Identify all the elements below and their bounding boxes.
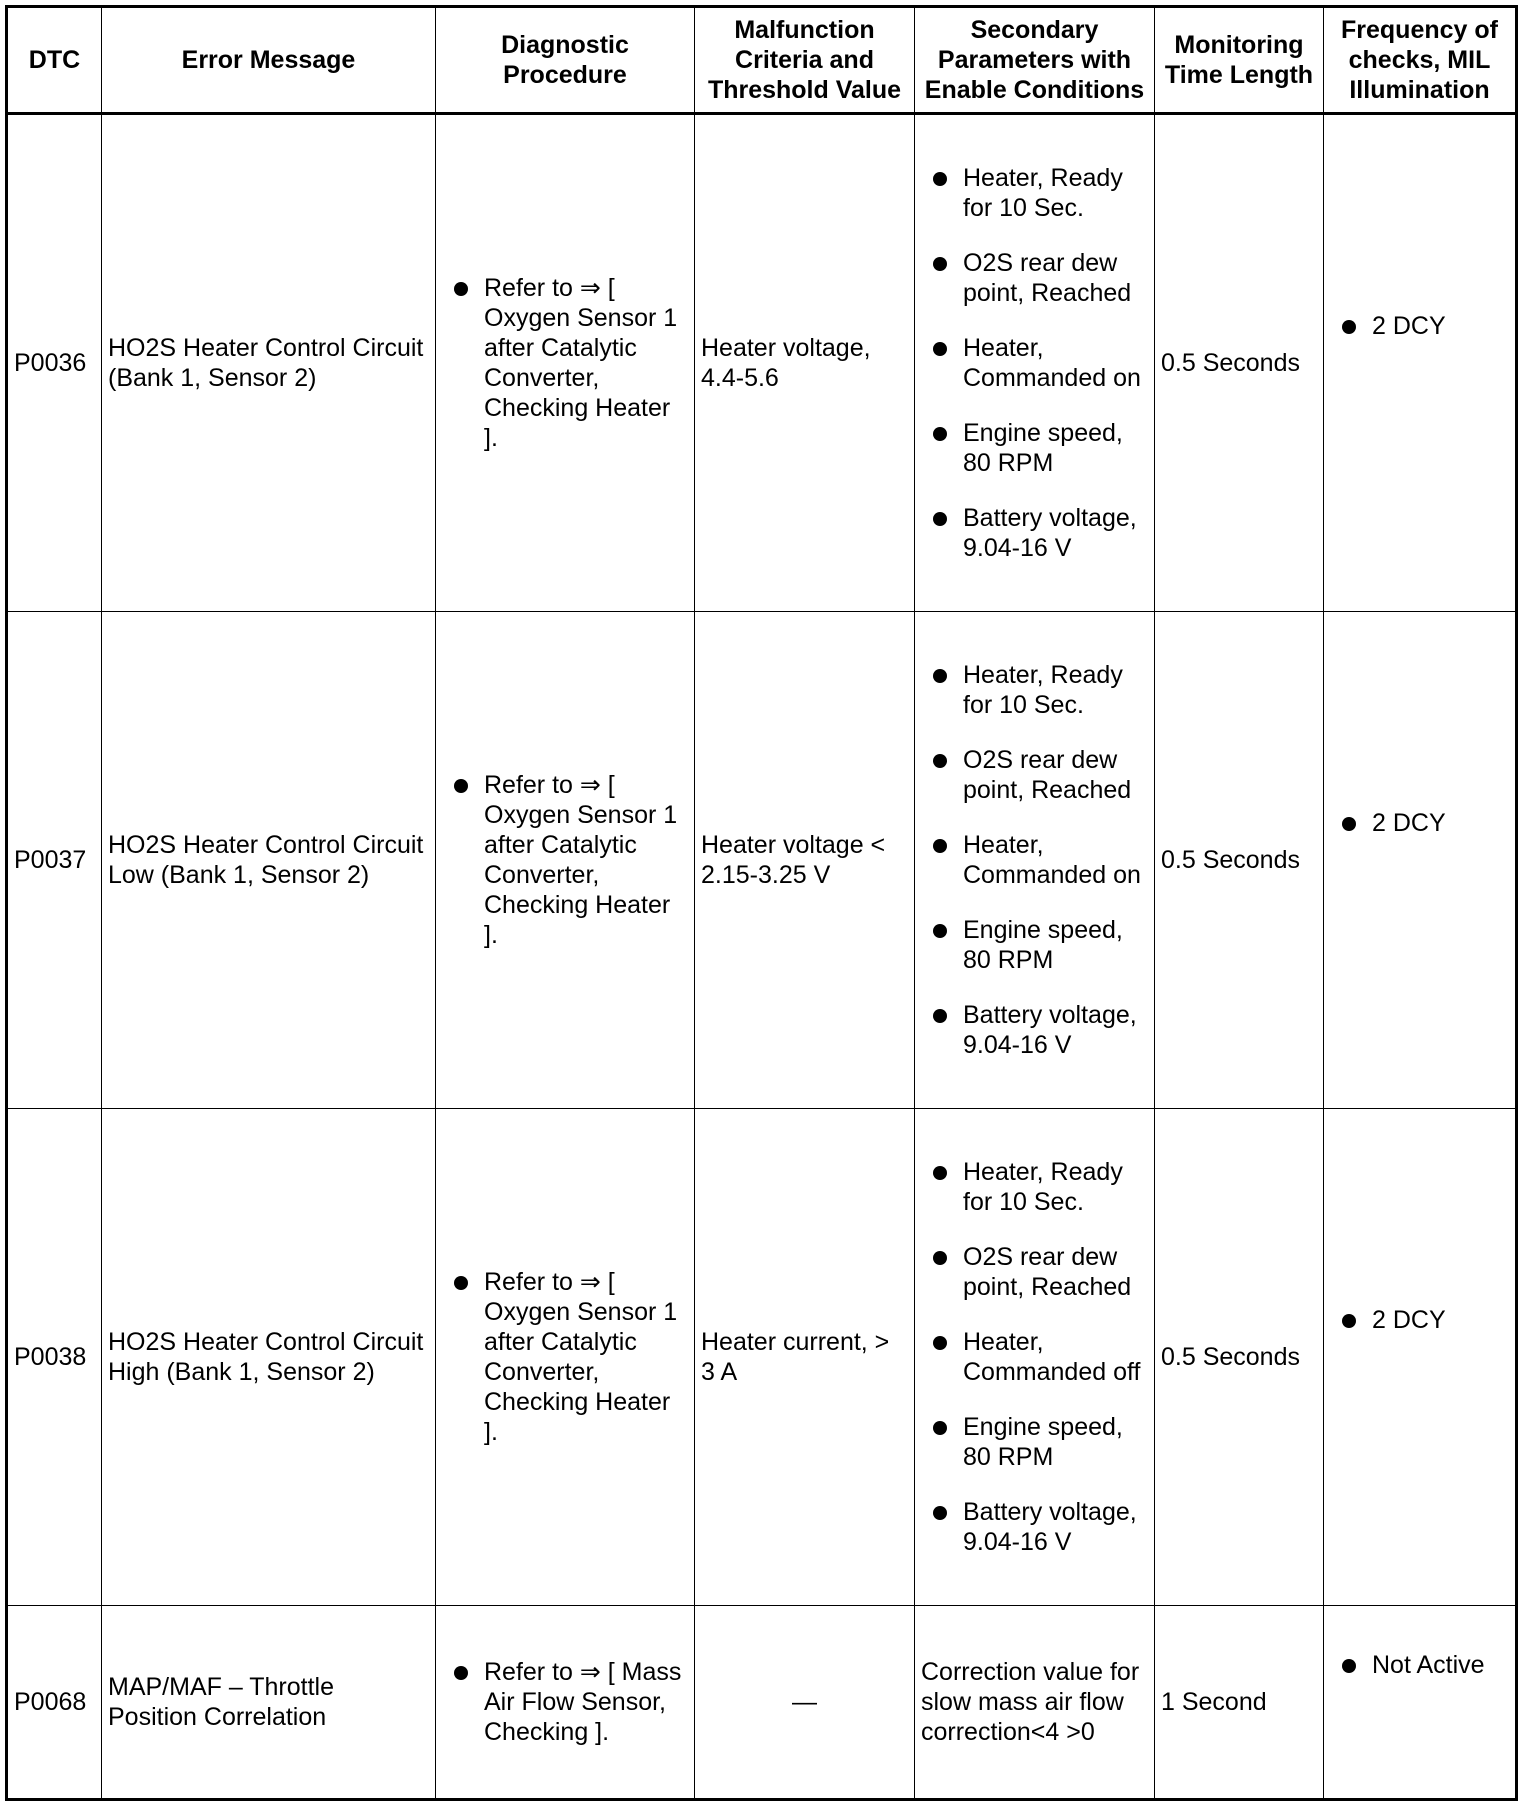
diagnostic-procedure [436, 612, 695, 1109]
frequency-text: Not Active [1372, 1651, 1485, 1679]
list-item [1330, 1305, 1509, 1335]
monitoring-time: 0.5 Seconds [1155, 612, 1324, 1109]
bullet-icon [454, 1276, 468, 1290]
error-message: HO2S Heater Control Circuit (Bank 1, Sensor 2) [102, 114, 436, 612]
diagnostic-procedure [436, 1109, 695, 1606]
dtc-code: P0068 [7, 1606, 102, 1800]
error-message: HO2S Heater Control Circuit High (Bank 1, Sensor 2) [102, 1109, 436, 1606]
error-message: MAP/MAF – Throttle Position Correlation [102, 1606, 436, 1800]
procedure-text: Refer to ⇒ [ Oxygen Sensor 1 after Catalytic Converter, Checking Heater ]. [484, 274, 678, 452]
parameter-text: Heater, Ready for 10 Sec. [963, 1158, 1123, 1216]
parameter-text: Engine speed, 80 RPM [963, 1413, 1123, 1471]
parameter-text: O2S rear dew point, Reached [963, 249, 1132, 307]
diagnostic-procedure [436, 114, 695, 612]
header-monitoring-time: Monitoring Time Length [1155, 7, 1324, 114]
list-item [921, 418, 1148, 478]
list-item [921, 163, 1148, 223]
secondary-parameters: Correction value for slow mass air flow correction<4 >0 [915, 1606, 1155, 1800]
list-item [1330, 808, 1509, 838]
list-item [921, 333, 1148, 393]
table-row [7, 1606, 1517, 1800]
list-item [442, 1267, 688, 1447]
malfunction-criteria: Heater current, > 3 A [695, 1109, 915, 1606]
list-item [921, 1157, 1148, 1217]
table-row [7, 612, 1517, 1109]
table-row [7, 114, 1517, 612]
list-item [921, 1000, 1148, 1060]
dtc-table [5, 5, 1518, 1801]
header-dtc: DTC [7, 7, 102, 114]
list-item [921, 248, 1148, 308]
header-frequency: Frequency of checks, MIL Illumination [1324, 7, 1517, 114]
list-item [921, 1497, 1148, 1557]
parameter-text: Heater, Ready for 10 Sec. [963, 661, 1123, 719]
monitoring-time: 0.5 Seconds [1155, 114, 1324, 612]
parameter-text: Heater, Commanded on [963, 334, 1141, 392]
list-item [442, 1657, 688, 1747]
parameter-text: Battery voltage, 9.04-16 V [963, 504, 1137, 562]
parameter-text: Heater, Commanded on [963, 831, 1141, 889]
secondary-parameters [915, 1109, 1155, 1606]
dtc-code: P0037 [7, 612, 102, 1109]
bullet-icon [933, 669, 947, 683]
list-item [442, 770, 688, 950]
page [5, 5, 1518, 1801]
bullet-icon [933, 172, 947, 186]
list-item [921, 1412, 1148, 1472]
header-error-message: Error Message [102, 7, 436, 114]
list-item [921, 830, 1148, 890]
list-item [921, 660, 1148, 720]
secondary-parameters [915, 114, 1155, 612]
frequency-text: 2 DCY [1372, 1306, 1446, 1334]
bullet-icon [1342, 817, 1356, 831]
procedure-text: Refer to ⇒ [ Mass Air Flow Sensor, Checking ]. [484, 1658, 682, 1746]
list-item [921, 745, 1148, 805]
frequency [1324, 612, 1517, 1109]
bullet-icon [933, 257, 947, 271]
header-malfunction-criteria: Malfunction Criteria and Threshold Value [695, 7, 915, 114]
header-row [7, 7, 1517, 114]
procedure-text: Refer to ⇒ [ Oxygen Sensor 1 after Catalytic Converter, Checking Heater ]. [484, 1268, 678, 1446]
monitoring-time: 1 Second [1155, 1606, 1324, 1800]
error-message: HO2S Heater Control Circuit Low (Bank 1, Sensor 2) [102, 612, 436, 1109]
bullet-icon [1342, 320, 1356, 334]
bullet-icon [933, 1009, 947, 1023]
parameter-text: O2S rear dew point, Reached [963, 746, 1132, 804]
list-item [921, 1327, 1148, 1387]
bullet-icon [933, 1336, 947, 1350]
bullet-icon [933, 1421, 947, 1435]
frequency [1324, 1109, 1517, 1606]
frequency [1324, 1606, 1517, 1800]
procedure-text: Refer to ⇒ [ Oxygen Sensor 1 after Catalytic Converter, Checking Heater ]. [484, 771, 678, 949]
list-item [921, 503, 1148, 563]
bullet-icon [454, 779, 468, 793]
monitoring-time: 0.5 Seconds [1155, 1109, 1324, 1606]
table-row [7, 1109, 1517, 1606]
parameter-text: Engine speed, 80 RPM [963, 916, 1123, 974]
bullet-icon [933, 1251, 947, 1265]
frequency-text: 2 DCY [1372, 312, 1446, 340]
secondary-parameters [915, 612, 1155, 1109]
bullet-icon [454, 282, 468, 296]
frequency [1324, 114, 1517, 612]
malfunction-criteria: — [695, 1606, 915, 1800]
dtc-code: P0038 [7, 1109, 102, 1606]
bullet-icon [933, 1506, 947, 1520]
parameter-text: Heater, Ready for 10 Sec. [963, 164, 1123, 222]
bullet-icon [933, 924, 947, 938]
bullet-icon [933, 512, 947, 526]
bullet-icon [933, 754, 947, 768]
header-diagnostic-procedure: Diagnostic Procedure [436, 7, 695, 114]
malfunction-criteria: Heater voltage, 4.4-5.6 [695, 114, 915, 612]
malfunction-criteria: Heater voltage < 2.15-3.25 V [695, 612, 915, 1109]
list-item [1330, 311, 1509, 341]
list-item [921, 915, 1148, 975]
diagnostic-procedure [436, 1606, 695, 1800]
list-item [1330, 1650, 1509, 1680]
bullet-icon [933, 839, 947, 853]
bullet-icon [933, 1166, 947, 1180]
parameter-text: Heater, Commanded off [963, 1328, 1141, 1386]
list-item [442, 273, 688, 453]
parameter-text: Battery voltage, 9.04-16 V [963, 1001, 1137, 1059]
bullet-icon [454, 1666, 468, 1680]
bullet-icon [933, 342, 947, 356]
dtc-code: P0036 [7, 114, 102, 612]
frequency-text: 2 DCY [1372, 809, 1446, 837]
parameter-text: Battery voltage, 9.04-16 V [963, 1498, 1137, 1556]
header-secondary-parameters: Secondary Parameters with Enable Conditions [915, 7, 1155, 114]
list-item [921, 1242, 1148, 1302]
parameter-text: O2S rear dew point, Reached [963, 1243, 1132, 1301]
bullet-icon [933, 427, 947, 441]
bullet-icon [1342, 1659, 1356, 1673]
bullet-icon [1342, 1314, 1356, 1328]
parameter-text: Engine speed, 80 RPM [963, 419, 1123, 477]
